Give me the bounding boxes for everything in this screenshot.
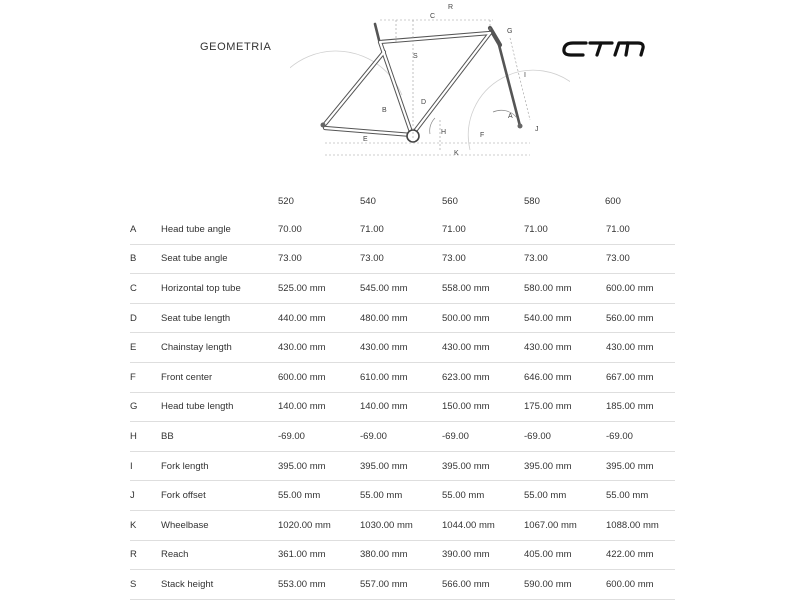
row-letter: R xyxy=(130,540,161,570)
row-value-size-580: 405.00 mm xyxy=(524,540,606,570)
row-value-size-520: 440.00 mm xyxy=(278,303,360,333)
dim-label-g: G xyxy=(507,28,513,35)
row-value-size-600: -69.00 xyxy=(606,422,675,452)
dim-label-j: J xyxy=(535,126,539,133)
row-value-size-600: 1088.00 mm xyxy=(606,510,675,540)
row-value-size-560: 390.00 mm xyxy=(442,540,524,570)
row-value-size-540: 73.00 xyxy=(360,244,442,274)
row-value-size-560: 558.00 mm xyxy=(442,274,524,304)
row-letter: F xyxy=(130,362,161,392)
row-value-size-560: 623.00 mm xyxy=(442,362,524,392)
dim-label-k: K xyxy=(454,150,459,157)
row-value-size-520: 430.00 mm xyxy=(278,333,360,363)
row-value-size-600: 395.00 mm xyxy=(606,451,675,481)
row-value-size-600: 600.00 mm xyxy=(606,274,675,304)
row-parameter-name: Stack height xyxy=(161,570,278,600)
row-value-size-520: 361.00 mm xyxy=(278,540,360,570)
row-value-size-540: 71.00 xyxy=(360,215,442,244)
size-header-520: 520 xyxy=(278,196,294,207)
table-row xyxy=(130,303,675,333)
row-value-size-580: 580.00 mm xyxy=(524,274,606,304)
row-parameter-name: Head tube angle xyxy=(161,215,278,244)
row-value-size-520: 1020.00 mm xyxy=(278,510,360,540)
row-letter: S xyxy=(130,570,161,600)
row-parameter-name: Seat tube length xyxy=(161,303,278,333)
row-value-size-600: 560.00 mm xyxy=(606,303,675,333)
row-value-size-560: 150.00 mm xyxy=(442,392,524,422)
row-parameter-name: BB xyxy=(161,422,278,452)
ctm-logo xyxy=(560,38,665,60)
dim-label-i: I xyxy=(524,72,526,79)
dim-label-f: F xyxy=(480,132,485,139)
row-value-size-540: 545.00 mm xyxy=(360,274,442,304)
row-value-size-580: 1067.00 mm xyxy=(524,510,606,540)
page-title: GEOMETRIA xyxy=(200,41,272,53)
row-value-size-580: -69.00 xyxy=(524,422,606,452)
row-letter: A xyxy=(130,215,161,244)
row-value-size-600: 430.00 mm xyxy=(606,333,675,363)
row-value-size-540: 55.00 mm xyxy=(360,481,442,511)
row-value-size-560: 71.00 xyxy=(442,215,524,244)
row-value-size-540: 610.00 mm xyxy=(360,362,442,392)
table-row xyxy=(130,333,675,363)
table-row xyxy=(130,481,675,511)
dim-label-s: S xyxy=(413,53,418,60)
row-letter: I xyxy=(130,451,161,481)
dim-label-c: C xyxy=(430,13,436,20)
row-parameter-name: Reach xyxy=(161,540,278,570)
table-row xyxy=(130,422,675,452)
row-value-size-580: 646.00 mm xyxy=(524,362,606,392)
row-value-size-600: 71.00 xyxy=(606,215,675,244)
table-row xyxy=(130,570,675,600)
row-value-size-560: 395.00 mm xyxy=(442,451,524,481)
table-row xyxy=(130,215,675,244)
row-value-size-600: 422.00 mm xyxy=(606,540,675,570)
row-parameter-name: Fork offset xyxy=(161,481,278,511)
row-value-size-580: 71.00 xyxy=(524,215,606,244)
dim-label-a: A xyxy=(508,113,513,120)
row-value-size-540: 480.00 mm xyxy=(360,303,442,333)
row-letter: J xyxy=(130,481,161,511)
row-value-size-540: -69.00 xyxy=(360,422,442,452)
row-value-size-580: 430.00 mm xyxy=(524,333,606,363)
row-parameter-name: Horizontal top tube xyxy=(161,274,278,304)
row-value-size-580: 395.00 mm xyxy=(524,451,606,481)
row-value-size-560: -69.00 xyxy=(442,422,524,452)
row-value-size-560: 430.00 mm xyxy=(442,333,524,363)
row-value-size-540: 395.00 mm xyxy=(360,451,442,481)
size-header-600: 600 xyxy=(605,196,621,207)
dim-label-e: E xyxy=(363,136,368,143)
row-value-size-580: 540.00 mm xyxy=(524,303,606,333)
size-header-580: 580 xyxy=(524,196,540,207)
row-parameter-name: Fork length xyxy=(161,451,278,481)
table-row xyxy=(130,244,675,274)
row-value-size-540: 1030.00 mm xyxy=(360,510,442,540)
row-value-size-520: 55.00 mm xyxy=(278,481,360,511)
row-value-size-540: 140.00 mm xyxy=(360,392,442,422)
row-value-size-560: 55.00 mm xyxy=(442,481,524,511)
row-value-size-540: 380.00 mm xyxy=(360,540,442,570)
table-row xyxy=(130,451,675,481)
row-value-size-520: 395.00 mm xyxy=(278,451,360,481)
row-value-size-540: 557.00 mm xyxy=(360,570,442,600)
row-value-size-520: 600.00 mm xyxy=(278,362,360,392)
row-value-size-520: 553.00 mm xyxy=(278,570,360,600)
row-value-size-600: 185.00 mm xyxy=(606,392,675,422)
row-value-size-580: 590.00 mm xyxy=(524,570,606,600)
row-letter: E xyxy=(130,333,161,363)
row-value-size-520: -69.00 xyxy=(278,422,360,452)
row-value-size-560: 566.00 mm xyxy=(442,570,524,600)
row-parameter-name: Wheelbase xyxy=(161,510,278,540)
row-value-size-600: 55.00 mm xyxy=(606,481,675,511)
row-value-size-560: 73.00 xyxy=(442,244,524,274)
row-letter: C xyxy=(130,274,161,304)
row-value-size-600: 667.00 mm xyxy=(606,362,675,392)
row-value-size-600: 73.00 xyxy=(606,244,675,274)
size-header-560: 560 xyxy=(442,196,458,207)
size-header-540: 540 xyxy=(360,196,376,207)
geometry-table xyxy=(130,215,675,600)
table-row xyxy=(130,540,675,570)
row-value-size-560: 1044.00 mm xyxy=(442,510,524,540)
row-letter: K xyxy=(130,510,161,540)
row-letter: G xyxy=(130,392,161,422)
row-value-size-580: 55.00 mm xyxy=(524,481,606,511)
row-value-size-580: 175.00 mm xyxy=(524,392,606,422)
row-letter: D xyxy=(130,303,161,333)
row-value-size-520: 73.00 xyxy=(278,244,360,274)
row-value-size-520: 525.00 mm xyxy=(278,274,360,304)
row-parameter-name: Front center xyxy=(161,362,278,392)
row-value-size-580: 73.00 xyxy=(524,244,606,274)
row-value-size-560: 500.00 mm xyxy=(442,303,524,333)
row-value-size-520: 140.00 mm xyxy=(278,392,360,422)
table-row xyxy=(130,510,675,540)
row-value-size-600: 600.00 mm xyxy=(606,570,675,600)
dim-label-h: H xyxy=(441,129,447,136)
dim-label-r: R xyxy=(448,4,454,11)
dim-label-b: B xyxy=(382,107,387,114)
table-row xyxy=(130,392,675,422)
row-letter: B xyxy=(130,244,161,274)
row-parameter-name: Seat tube angle xyxy=(161,244,278,274)
table-row xyxy=(130,362,675,392)
row-letter: H xyxy=(130,422,161,452)
row-parameter-name: Head tube length xyxy=(161,392,278,422)
row-value-size-540: 430.00 mm xyxy=(360,333,442,363)
table-row xyxy=(130,274,675,304)
geometry-diagram xyxy=(290,0,570,185)
dim-label-d: D xyxy=(421,99,427,106)
row-value-size-520: 70.00 xyxy=(278,215,360,244)
row-parameter-name: Chainstay length xyxy=(161,333,278,363)
